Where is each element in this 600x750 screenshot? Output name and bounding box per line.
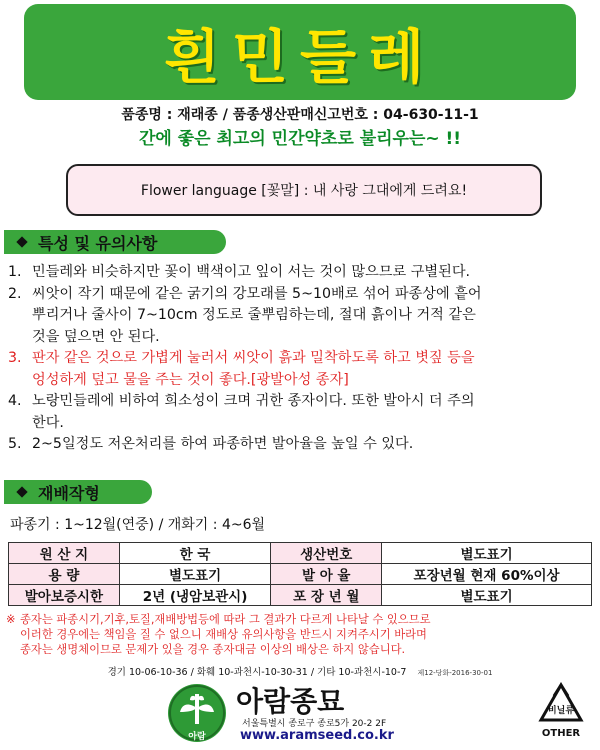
characteristic-line (8, 413, 592, 435)
item-text: 2~5일정도 저온처리를 하여 파종하면 발아율을 높일 수 있다. (32, 436, 414, 452)
notice-text: 종자는 파종시기,기후,토질,재배방법등에 따라 그 결과가 다르게 나타날 수 있으므로 (20, 613, 431, 626)
item-number: 2. (8, 285, 22, 302)
recycle-icon (538, 682, 584, 728)
spec-label: 발 아 율 (271, 564, 382, 585)
item-text: 것을 덮으면 안 된다. (32, 328, 160, 345)
diamond-bullet-icon (16, 486, 27, 497)
notice-text: 종자는 생명체이므로 문제가 있을 경우 종자대금 이상의 배상은 하지 않습니다. (20, 643, 406, 656)
characteristic-line (8, 284, 592, 306)
characteristic-line (8, 262, 592, 284)
notice-line (6, 627, 596, 642)
spec-value: 별도표기 (382, 585, 592, 606)
item-number (8, 327, 32, 349)
flower-language-text: 내 사랑 그대에게 드려요! (312, 183, 468, 199)
notice-mark: ※ (6, 613, 16, 626)
registration-info (0, 664, 600, 678)
characteristic-line (8, 348, 592, 370)
characteristics-header-label: 특성 및 유의사항 (38, 233, 158, 253)
recycle-label: OTHER (541, 728, 581, 739)
characteristic-line (8, 391, 592, 413)
item-number (8, 413, 32, 435)
item-text: 씨앗이 작기 때문에 같은 굵기의 강모래를 5~10배로 섞어 파종상에 흩어 (32, 285, 482, 302)
characteristic-line (8, 434, 592, 456)
diamond-bullet-icon (16, 236, 27, 247)
flower-language-label: Flower language [꽃말] : (140, 183, 313, 199)
item-text: 민들레와 비슷하지만 꽃이 백색이고 잎이 서는 것이 많으므로 구별된다. (32, 264, 471, 280)
item-number (8, 370, 32, 392)
characteristics-header (4, 230, 226, 254)
spec-row (9, 564, 592, 585)
spec-value: 별도표기 (382, 543, 592, 564)
spec-value: 포장년월 현재 60%이상 (382, 564, 592, 585)
item-number (8, 305, 32, 327)
company-name: 아람종묘 (236, 685, 345, 718)
notice-line (6, 642, 596, 657)
spec-value: 2년 (냉암보관시) (119, 585, 271, 606)
spec-row (9, 585, 592, 606)
spec-value: 한 국 (119, 543, 271, 564)
characteristic-line (8, 327, 592, 349)
item-number: 3. (8, 350, 22, 366)
title-banner (24, 4, 576, 100)
product-title: 흰민들레 (163, 23, 437, 91)
item-number: 4. (8, 393, 22, 409)
item-number: 1. (8, 264, 22, 280)
item-text: 뿌리거나 줄사이 7~10cm 정도로 줄뿌림하는데, 절대 흙이나 거적 같은 (32, 307, 476, 323)
cultivation-header-label: 재배작형 (38, 483, 100, 503)
item-text: 엉성하게 덮고 물을 주는 것이 좋다.[광발아성 종자] (32, 371, 349, 388)
spec-label: 용 량 (9, 564, 120, 585)
spec-table (8, 542, 592, 606)
recycle-mark-text: 비닐류 (547, 706, 575, 716)
characteristics-list (8, 262, 592, 456)
notice-text: 이러한 경우에는 책임을 질 수 없으니 재배상 유의사항을 반드시 지켜주시기 바라며 (20, 628, 427, 641)
item-text: 노랑민들레에 비하여 희소성이 크며 귀한 종자이다. 또한 발아시 더 주의 (32, 393, 475, 409)
company-address: 서울특별시 종로구 종로5가 20-2 2F (242, 719, 387, 729)
spec-label: 생산번호 (271, 543, 382, 564)
spec-label: 발아보증시한 (9, 585, 120, 606)
spec-value: 별도표기 (119, 564, 271, 585)
disclaimer-notice (6, 612, 596, 657)
registration-numbers: 경기 10-06-10-36 / 화훼 10-과천시-10-30-31 / 기타 10-과천시-10-7 (107, 667, 407, 678)
registration-code: 제12-당화-2016-30-01 (417, 669, 493, 677)
spec-label: 원 산 지 (9, 543, 120, 564)
slogan: 간에 좋은 최고의 민간약초로 불리우는~ !! (138, 129, 462, 149)
spec-label: 포 장 년 월 (271, 585, 382, 606)
logo-label: 아람 (188, 732, 206, 742)
variety-info: 품종명 : 재래종 / 품종생산판매신고번호 : 04-630-11-1 (121, 107, 479, 123)
notice-line (6, 612, 596, 627)
item-text: 한다. (32, 414, 64, 431)
spec-row (9, 543, 592, 564)
characteristic-line (8, 370, 592, 392)
item-text: 판자 같은 것으로 가볍게 눌러서 씨앗이 흙과 밀착하도록 하고 볏짚 등을 (32, 350, 475, 366)
cultivation-header (4, 480, 152, 504)
characteristic-line (8, 305, 592, 327)
flower-language-box (66, 164, 542, 216)
company-website-link[interactable]: www.aramseed.co.kr (240, 728, 394, 743)
item-number: 5. (8, 436, 22, 452)
sowing-period: 파종기 : 1~12월(연중) / 개화기 : 4~6월 (10, 517, 266, 533)
